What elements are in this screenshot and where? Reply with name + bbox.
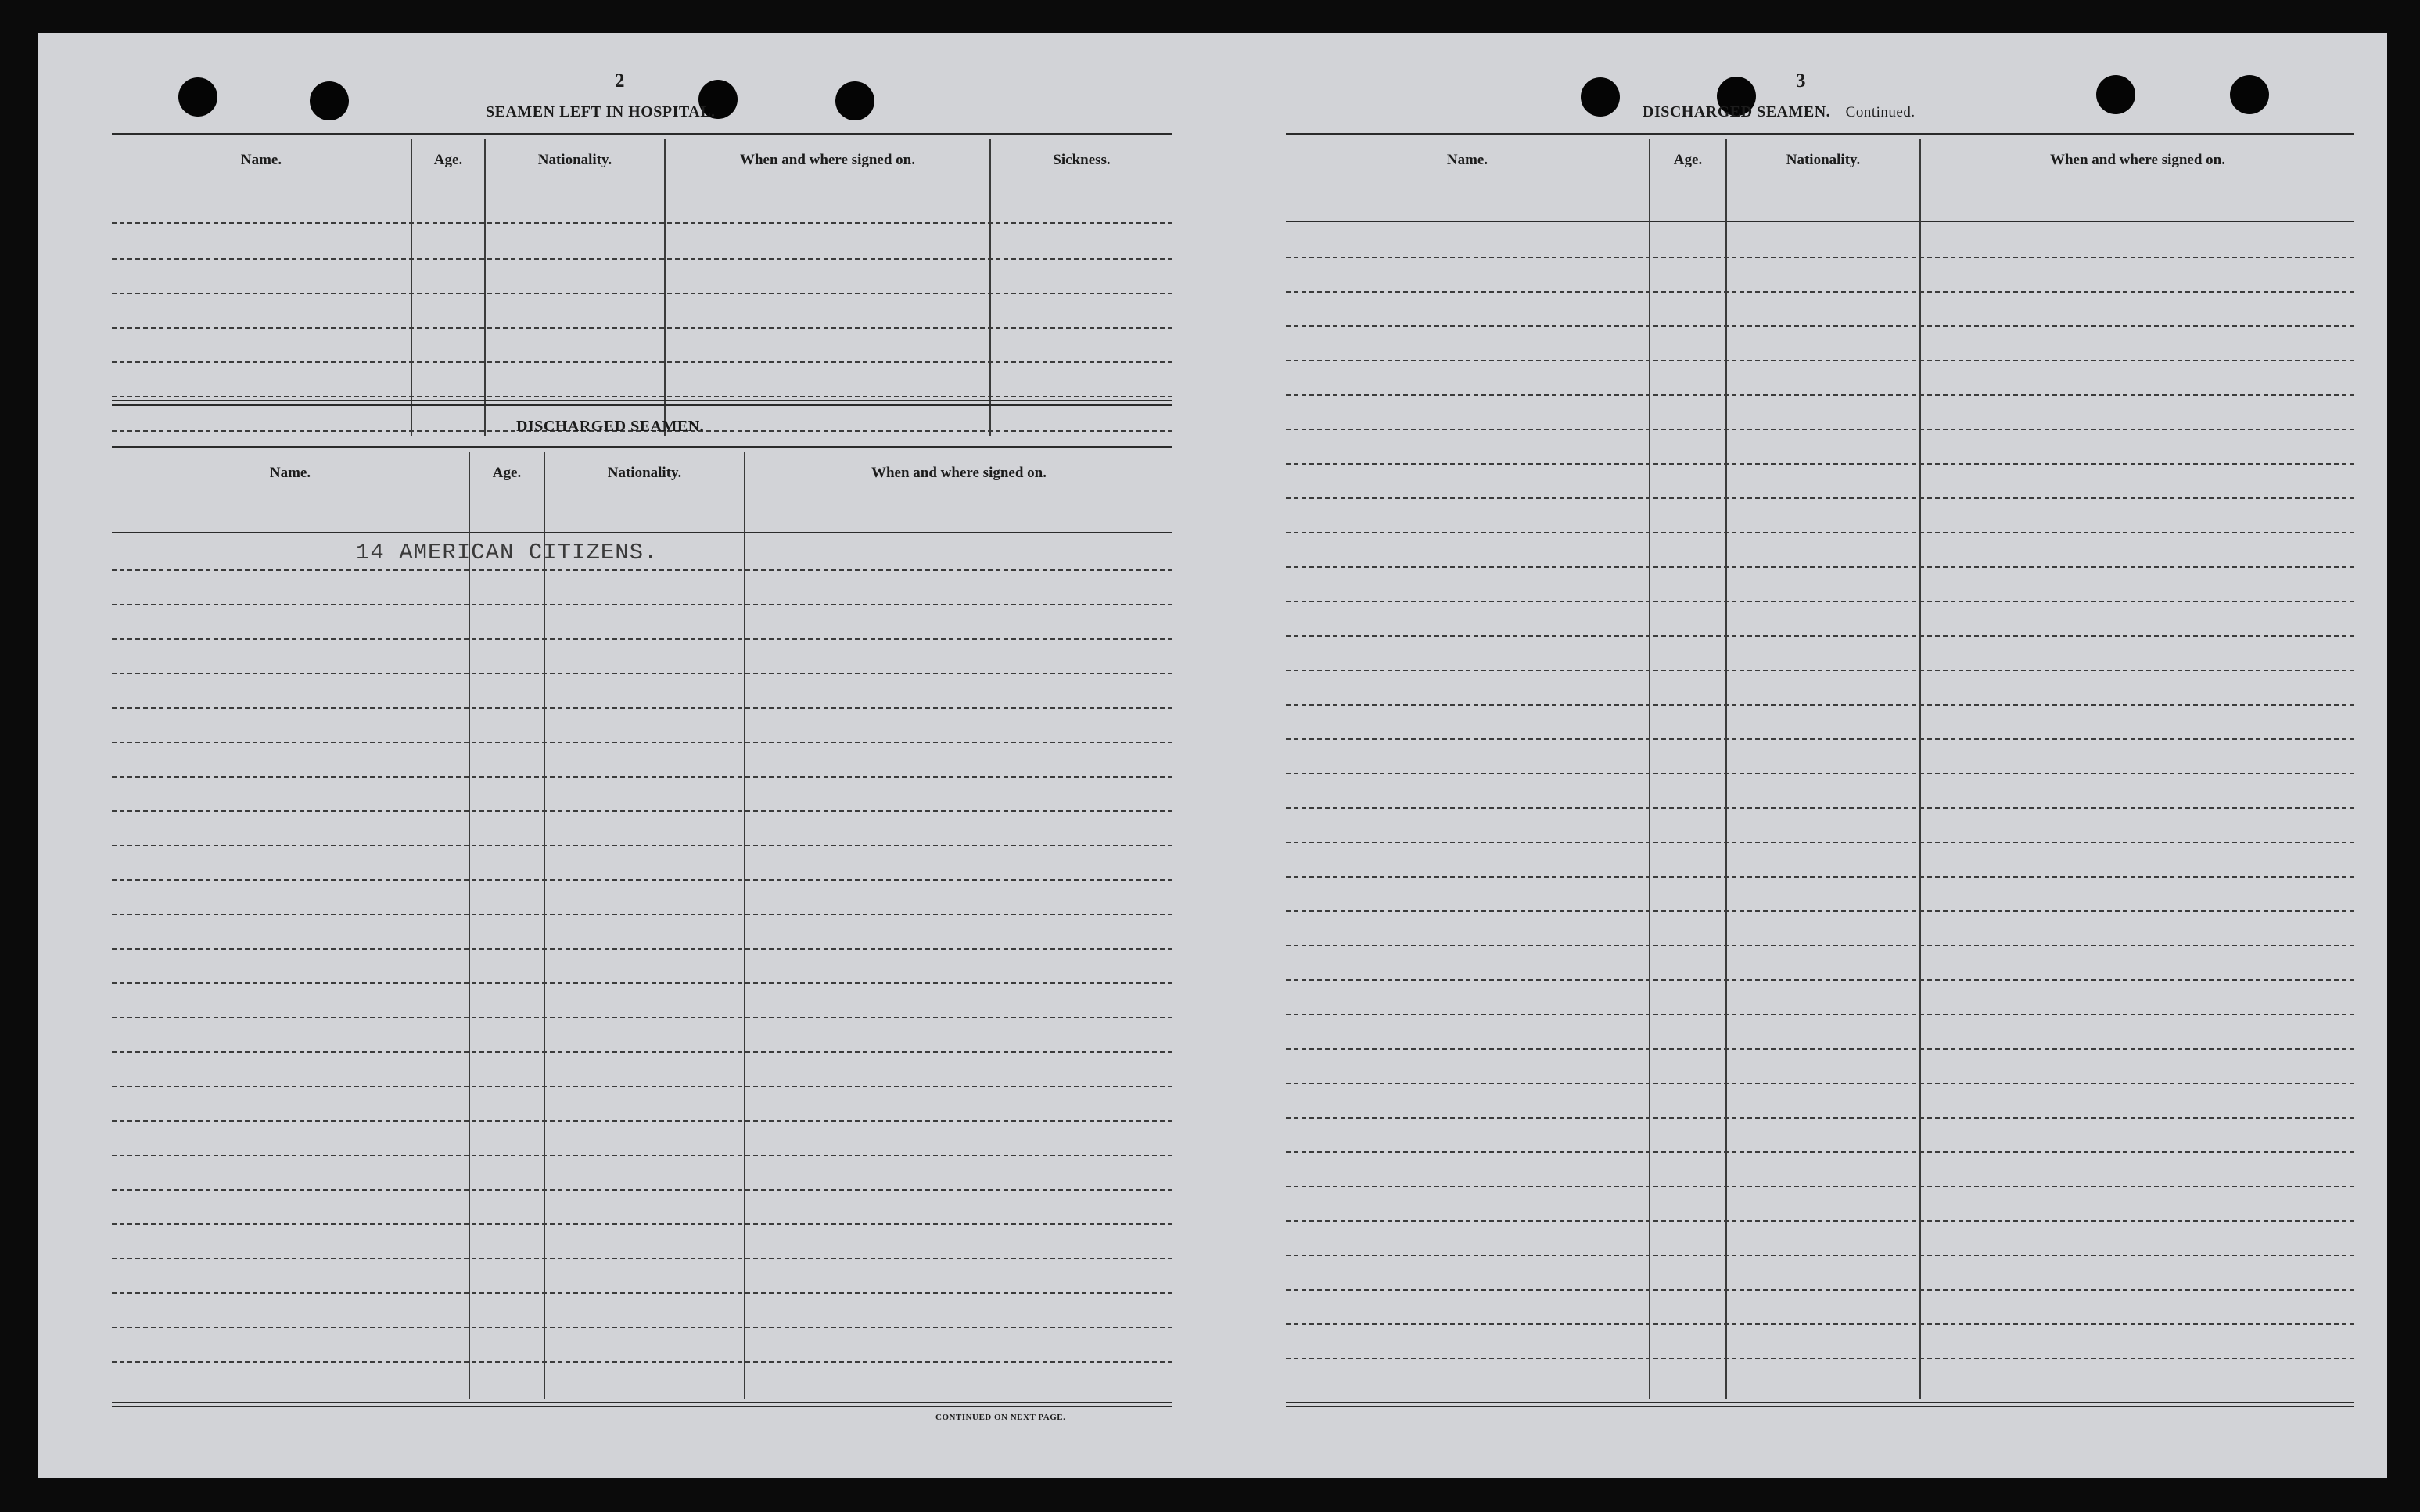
ruled-line xyxy=(112,879,1172,881)
discharged-header-nationality: Nationality. xyxy=(607,465,682,481)
ruled-line xyxy=(1286,1083,2354,1084)
ruled-line xyxy=(1286,945,2354,946)
ruled-line xyxy=(112,742,1172,743)
discharged-continued-title xyxy=(1643,103,1916,121)
punch-hole xyxy=(178,77,217,117)
hospital-header-age: Age. xyxy=(433,152,463,168)
ruled-line xyxy=(1286,635,2354,637)
ruled-line xyxy=(1286,842,2354,843)
ruled-line xyxy=(1286,429,2354,430)
ruled-line xyxy=(1286,360,2354,361)
discharged-header-signed-on: When and where signed on. xyxy=(871,465,1047,481)
ruled-line xyxy=(112,1017,1172,1018)
discharged-continued-title-main: DISCHARGED SEAMEN. xyxy=(1643,103,1831,120)
discharged-section-title: DISCHARGED SEAMEN. xyxy=(516,418,705,435)
ruled-line xyxy=(1286,1323,2354,1325)
ruled-line xyxy=(112,1327,1172,1328)
ruled-line xyxy=(1286,1186,2354,1187)
ruled-line xyxy=(112,845,1172,846)
ruled-line xyxy=(112,604,1172,605)
hospital-header-name: Name. xyxy=(240,152,282,168)
discharged-header-name: Name. xyxy=(269,465,311,481)
hospital-section-title: SEAMEN LEFT IN HOSPITAL. xyxy=(486,103,716,120)
ruled-line xyxy=(1286,463,2354,465)
ruled-line xyxy=(1286,566,2354,568)
ruled-line xyxy=(112,673,1172,674)
page-number-left: 2 xyxy=(615,70,625,92)
ruled-line xyxy=(1286,773,2354,774)
document-sheet xyxy=(38,33,2387,1478)
discharged-header-age: Age. xyxy=(492,465,522,481)
ruled-line xyxy=(112,1189,1172,1191)
ruled-line xyxy=(1286,1048,2354,1050)
hospital-table xyxy=(112,139,1172,440)
ruled-line xyxy=(112,982,1172,984)
right-header-name: Name. xyxy=(1446,152,1488,168)
ruled-line xyxy=(112,1120,1172,1122)
ruled-line xyxy=(1286,910,2354,912)
ruled-line xyxy=(112,1292,1172,1294)
hospital-header-signed-on: When and where signed on. xyxy=(739,152,915,168)
ruled-line xyxy=(1286,1255,2354,1256)
ruled-line xyxy=(1286,1151,2354,1153)
continued-note: CONTINUED ON NEXT PAGE. xyxy=(935,1413,1066,1422)
ruled-line xyxy=(1286,532,2354,533)
punch-hole xyxy=(2230,75,2269,114)
page-number-right: 3 xyxy=(1796,70,1806,92)
ruled-line xyxy=(1286,807,2354,809)
ruled-line xyxy=(112,948,1172,950)
ruled-line xyxy=(112,810,1172,812)
hospital-header-nationality: Nationality. xyxy=(537,152,612,168)
ruled-line xyxy=(1286,601,2354,602)
ruled-line xyxy=(1286,704,2354,706)
hospital-header-sickness: Sickness. xyxy=(1053,152,1111,168)
ruled-line xyxy=(1286,497,2354,499)
ruled-line xyxy=(1286,291,2354,293)
ruled-line xyxy=(1286,670,2354,671)
ruled-line xyxy=(1286,1117,2354,1119)
ruled-line xyxy=(1286,1358,2354,1359)
ruled-line xyxy=(112,1223,1172,1225)
ruled-line xyxy=(112,1051,1172,1053)
ruled-line xyxy=(112,1155,1172,1156)
right-header-signed-on: When and where signed on. xyxy=(2049,152,2225,168)
ruled-line xyxy=(112,1258,1172,1259)
ruled-line xyxy=(112,1361,1172,1363)
discharged-table-right xyxy=(1286,139,2354,1403)
ruled-line xyxy=(1286,1289,2354,1291)
ruled-line xyxy=(1286,325,2354,327)
punch-hole xyxy=(835,81,874,120)
ruled-line xyxy=(112,569,1172,571)
ruled-line xyxy=(1286,1014,2354,1015)
discharged-continued-suffix: —Continued. xyxy=(1830,104,1916,120)
ruled-line xyxy=(1286,257,2354,258)
ruled-line xyxy=(1286,876,2354,878)
right-header-nationality: Nationality. xyxy=(1786,152,1861,168)
punch-hole xyxy=(1581,77,1620,117)
ruled-line xyxy=(112,776,1172,778)
ruled-line xyxy=(1286,738,2354,740)
ruled-line xyxy=(112,638,1172,640)
ruled-line xyxy=(112,707,1172,709)
ruled-line xyxy=(1286,1220,2354,1222)
discharged-table-left xyxy=(112,452,1172,1403)
ruled-line xyxy=(112,914,1172,915)
ruled-line xyxy=(1286,979,2354,981)
punch-hole xyxy=(2096,75,2135,114)
right-header-age: Age. xyxy=(1673,152,1703,168)
typed-entry: 14 AMERICAN CITIZENS. xyxy=(356,540,659,566)
ruled-line xyxy=(112,1086,1172,1087)
punch-hole xyxy=(310,81,349,120)
ruled-line xyxy=(1286,394,2354,396)
